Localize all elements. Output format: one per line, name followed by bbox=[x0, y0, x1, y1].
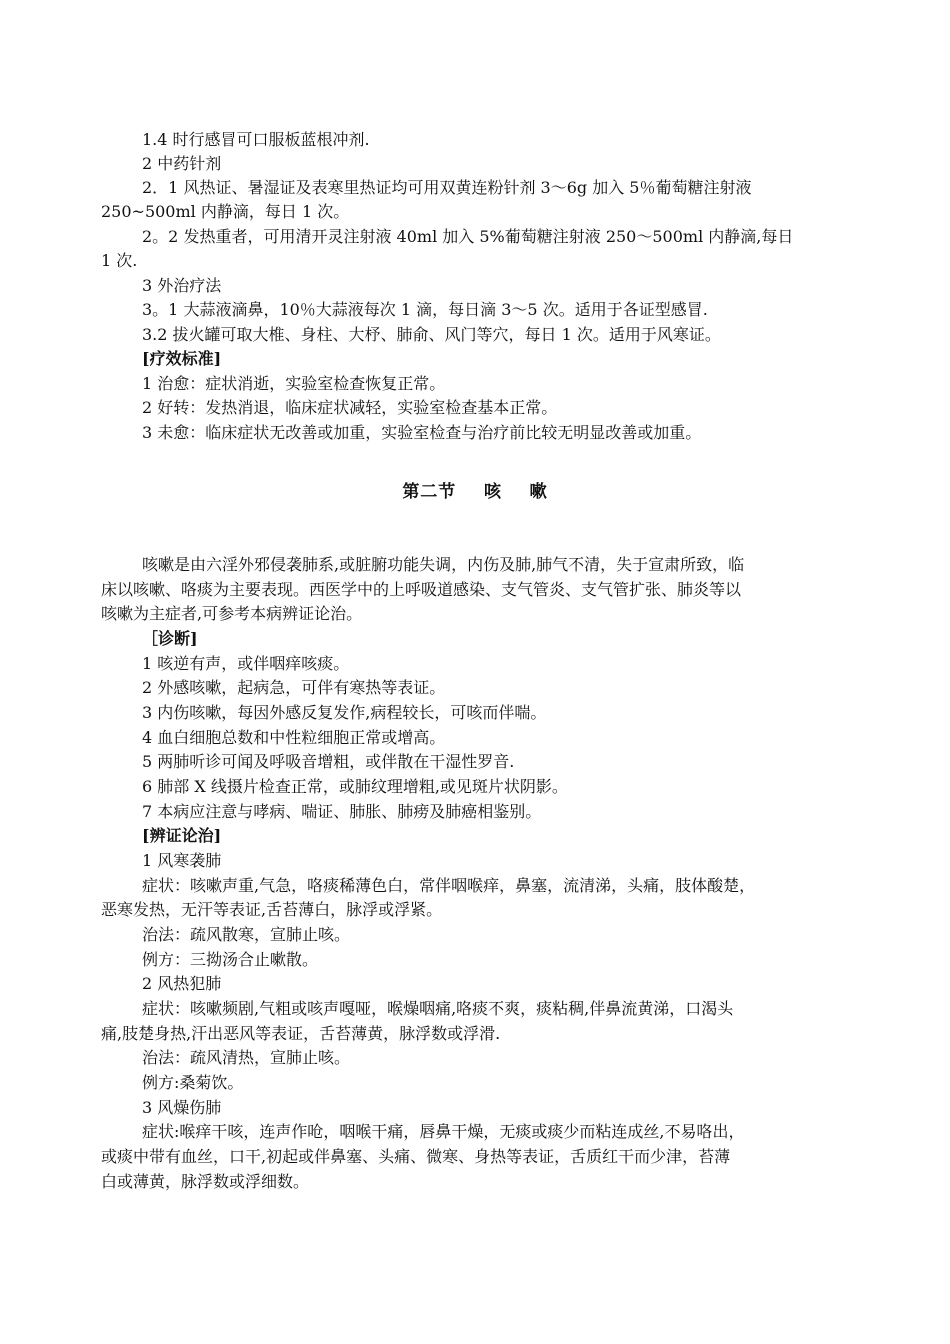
section-title: 第二节 咳 嗽 bbox=[402, 482, 548, 502]
list-item: 4 血白细胞总数和中性粒细胞正常或增高。 bbox=[142, 728, 446, 747]
text-line: 痛,肢楚身热,汗出恶风等表证，舌苔薄黄，脉浮数或浮滑. bbox=[101, 1024, 501, 1043]
text-line: 250~500ml 内静滴，每日 1 次。 bbox=[101, 202, 350, 221]
text-line: 白或薄黄，脉浮数或浮细数。 bbox=[101, 1172, 310, 1191]
subheading: 2 中药针剂 bbox=[142, 154, 222, 173]
text-line: 例方：三拗汤合止嗽散。 bbox=[142, 950, 319, 969]
subheading: 3 风燥伤肺 bbox=[142, 1098, 222, 1117]
text-line: 例方:桑菊饮。 bbox=[142, 1073, 244, 1092]
paragraph-line: 床以咳嗽、咯痰为主要表现。西医学中的上呼吸道感染、支气管炎、支气管扩张、肺炎等以 bbox=[101, 580, 742, 599]
text-line: 治法：疏风散寒，宣肺止咳。 bbox=[142, 925, 351, 944]
text-line: 症状:喉痒干咳，连声作呛，咽喉干痛，唇鼻干燥，无痰或痰少而粘连成丝,不易咯出， bbox=[142, 1122, 745, 1141]
list-item: 5 两肺听诊可闻及呼吸音增粗，或伴散在干湿性罗音. bbox=[142, 752, 515, 771]
treatment-heading: [辨证论治] bbox=[142, 826, 222, 845]
list-item: 1 咳逆有声，或伴咽痒咳痰。 bbox=[142, 654, 350, 673]
subheading: 1 风寒袭肺 bbox=[142, 851, 222, 870]
text-line: 症状：咳嗽声重,气急，咯痰稀薄色白，常伴咽喉痒，鼻塞，流清涕，头痛，肢体酸楚， bbox=[142, 876, 756, 895]
diagnosis-heading: ［诊断] bbox=[142, 629, 198, 648]
list-item: 3 未愈：临床症状无改善或加重，实验室检查与治疗前比较无明显改善或加重。 bbox=[142, 423, 702, 442]
list-item: 1 治愈：症状消逝，实验室检查恢复正常。 bbox=[142, 374, 446, 393]
text-line: 治法：疏风清热，宣肺止咳。 bbox=[142, 1048, 351, 1067]
list-item: 3 内伤咳嗽，每因外感反复发作,病程较长，可咳而伴喘。 bbox=[142, 703, 547, 722]
list-item: 6 肺部 X 线摄片检查正常，或肺纹理增粗,或见斑片状阴影。 bbox=[142, 777, 568, 796]
efficacy-heading: [疗效标准] bbox=[142, 349, 222, 368]
text-line: 3.2 拔火罐可取大椎、身柱、大杼、肺俞、风门等穴，每日 1 次。适用于风寒证。 bbox=[142, 325, 721, 344]
text-line: 或痰中带有血丝，口干,初起或伴鼻塞、头痛、微寒、身热等表证，舌质红干而少津，苔薄 bbox=[101, 1147, 731, 1166]
text-line: 3。1 大蒜液滴鼻，10％大蒜液每次 1 滴，每日滴 3～5 次。适用于各证型感冒. bbox=[142, 300, 708, 319]
text-line: 1.4 时行感冒可口服板蓝根冲剂. bbox=[142, 130, 370, 149]
list-item: 2 外感咳嗽，起病急，可伴有寒热等表证。 bbox=[142, 678, 446, 697]
subheading: 3 外治疗法 bbox=[142, 276, 222, 295]
paragraph-line: 咳嗽为主症者,可参考本病辨证论治。 bbox=[101, 604, 363, 623]
text-line: 2。2 发热重者，可用清开灵注射液 40ml 加入 5%葡萄糖注射液 250～500ml 内静滴,每日 bbox=[142, 227, 794, 246]
paragraph-line: 咳嗽是由六淫外邪侵袭肺系,或脏腑功能失调，内伤及肺,肺气不清，失于宣肃所致，临 bbox=[142, 555, 745, 574]
list-item: 7 本病应注意与哮病、喘证、肺胀、肺痨及肺癌相鉴别。 bbox=[142, 802, 542, 821]
subheading: 2 风热犯肺 bbox=[142, 974, 222, 993]
list-item: 2 好转：发热消退，临床症状减轻，实验室检查基本正常。 bbox=[142, 398, 558, 417]
text-line: 1 次. bbox=[101, 251, 138, 270]
text-line: 2．1 风热证、暑湿证及表寒里热证均可用双黄连粉针剂 3～6g 加入 5％葡萄糖注射液 bbox=[142, 178, 752, 197]
text-line: 症状：咳嗽频剧,气粗或咳声嘎哑，喉燥咽痛,咯痰不爽，痰粘稠,伴鼻流黄涕，口渴头 bbox=[142, 999, 734, 1018]
text-line: 恶寒发热，无汗等表证,舌苔薄白，脉浮或浮紧。 bbox=[101, 900, 443, 919]
